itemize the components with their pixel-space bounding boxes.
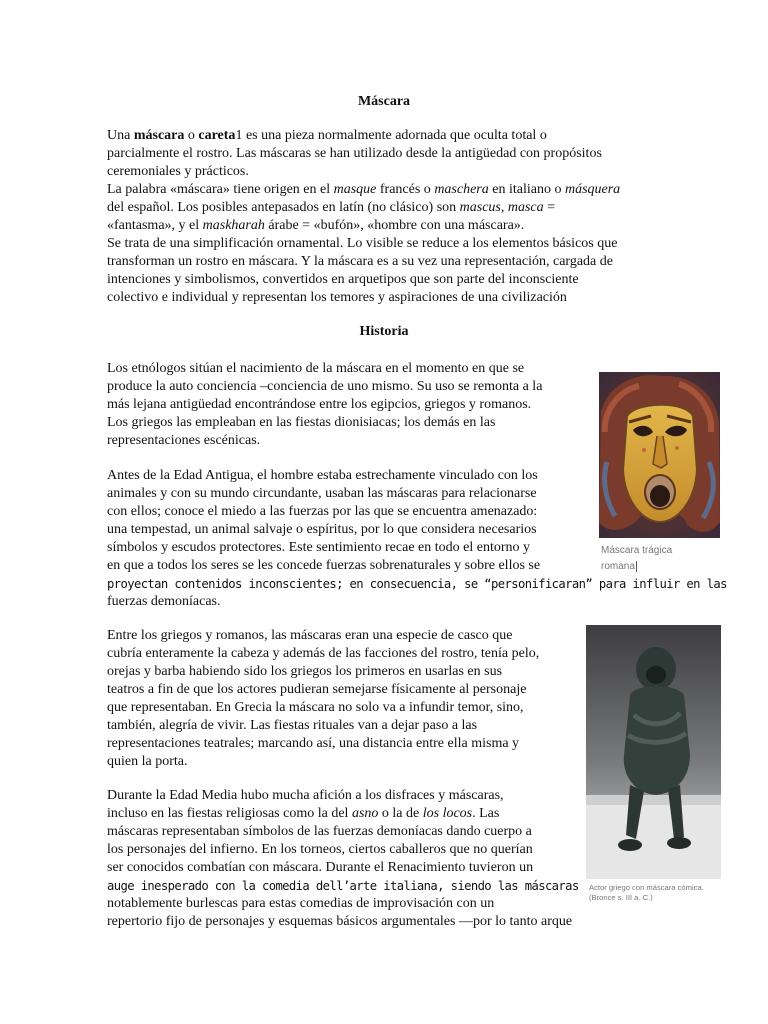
bronze-statue-caption: Actor griego con máscara cómica. (Bronce s. III a. C.) [589, 883, 704, 902]
text-line: repertorio fijo de personajes y esquemas básicos argumentales —por lo tanto arque [107, 914, 573, 929]
text-line: que representaban. En Grecia la máscara no solo va a infundir temor, sino, [107, 700, 524, 715]
text-line: quien la porta. [107, 754, 188, 769]
text-line: Una máscara o careta1 es una pieza normalmente adornada que oculta total o [107, 128, 547, 143]
text-line: del español. Los posibles antepasados en latín (no clásico) son mascus, masca = [107, 200, 556, 215]
text-line: incluso en las fiestas religiosas como la del asno o la de los locos. Las [107, 806, 500, 821]
text-line: una tempestad, un animal salvaje o espíritus, por lo que considera necesarios [107, 522, 537, 537]
history-paragraph-1 [107, 360, 542, 450]
text-line: Antes de la Edad Antigua, el hombre estaba estrechamente vinculado con los [107, 468, 538, 483]
text-line: Durante la Edad Media hubo mucha afición a los disfraces y máscaras, [107, 788, 504, 803]
text-line: Los etnólogos sitúan el nacimiento de la máscara en el momento en que se [107, 361, 525, 376]
text-line: máscaras representaban símbolos de las fuerzas demoníacas dando cuerpo a [107, 824, 532, 839]
text-line: Entre los griegos y romanos, las máscaras eran una especie de casco que [107, 628, 513, 643]
text-line: símbolos y escudos protectores. Este sentimiento recae en todo el entorno y [107, 540, 531, 555]
text-line: orejas y barba habiendo sido los griegos los primeros en usarlas en sus [107, 664, 503, 679]
text-line: también, alegría de vivir. Las fiestas rituales van a dejar paso a las [107, 718, 478, 733]
text-line: los personajes del infierno. En los torneos, ciertos caballeros que no querían [107, 842, 533, 857]
text-line: en que a todos los seres se les concede fuerzas sobrenaturales y sobre ellos se [107, 558, 541, 573]
intro-paragraph [107, 127, 620, 307]
text-line: ser conocidos combatían con máscara. Durante el Renacimiento tuvieron un [107, 860, 534, 875]
text-line: transforman un rostro en máscara. Y la máscara es a su vez una representación, cargada de [107, 254, 613, 269]
text-line: fuerzas demoníacas. [107, 594, 221, 609]
text-line: intenciones y simbolismos, convertidos en arquetipos que son parte del inconsciente [107, 272, 579, 287]
text-line: colectivo e individual y representan los temores y aspiraciones de una civilización [107, 290, 567, 305]
text-line: Se trata de una simplificación ornamental. Lo visible se reduce a los elementos básicos que [107, 236, 618, 251]
history-paragraph-4 [107, 787, 579, 931]
text-line: proyectan contenidos inconscientes; en consecuencia, se “personificaran” para influir en las [107, 577, 727, 591]
text-line: La palabra «máscara» tiene origen en el masque francés o maschera en italiano o másquera [107, 182, 621, 197]
text-line: con ellos; conoce el miedo a las fuerzas por las que se encuentra amenazado: [107, 504, 538, 519]
text-line: parcialmente el rostro. Las máscaras se han utilizado desde la antigüedad con propósitos [107, 146, 602, 161]
text-line: teatros a fin de que los actores pudieran semejarse físicamente al personaje [107, 682, 527, 697]
section-title-historia: Historia [359, 324, 409, 339]
text-line: auge inesperado con la comedia dell’arte italiana, siendo las máscaras [107, 879, 579, 893]
text-line: más lejana antigüedad encontrándose entre los egipcios, griegos y romanos. [107, 397, 532, 412]
text-line: animales y con su mundo circundante, usaban las máscaras para relacionarse [107, 486, 537, 501]
text-line: representaciones teatrales; marcando así, una distancia entre ella misma y [107, 736, 520, 751]
document-title: Máscara [357, 94, 411, 109]
tragic-mask-image [599, 372, 720, 538]
text-line: ceremoniales y prácticos. [107, 164, 249, 179]
text-line: notablemente burlescas para estas comedias de improvisación con un [107, 896, 495, 911]
text-line: «fantasma», y el maskharah árabe = «bufón», «hombre con una máscara». [107, 218, 525, 233]
bronze-statue-image [586, 625, 721, 879]
text-line: representaciones escénicas. [107, 433, 261, 448]
tragic-mask-caption: Máscara trágica romana [601, 545, 673, 572]
history-paragraph-3 [107, 627, 539, 771]
text-line: cubría enteramente la cabeza y además de las facciones del rostro, tenía pelo, [107, 646, 540, 661]
text-line: produce la auto conciencia –conciencia de uno mismo. Su uso se remonta a la [107, 379, 543, 394]
text-line: Los griegos las empleaban en las fiestas dionisiacas; los demás en las [107, 415, 496, 430]
text-cursor [636, 561, 637, 572]
